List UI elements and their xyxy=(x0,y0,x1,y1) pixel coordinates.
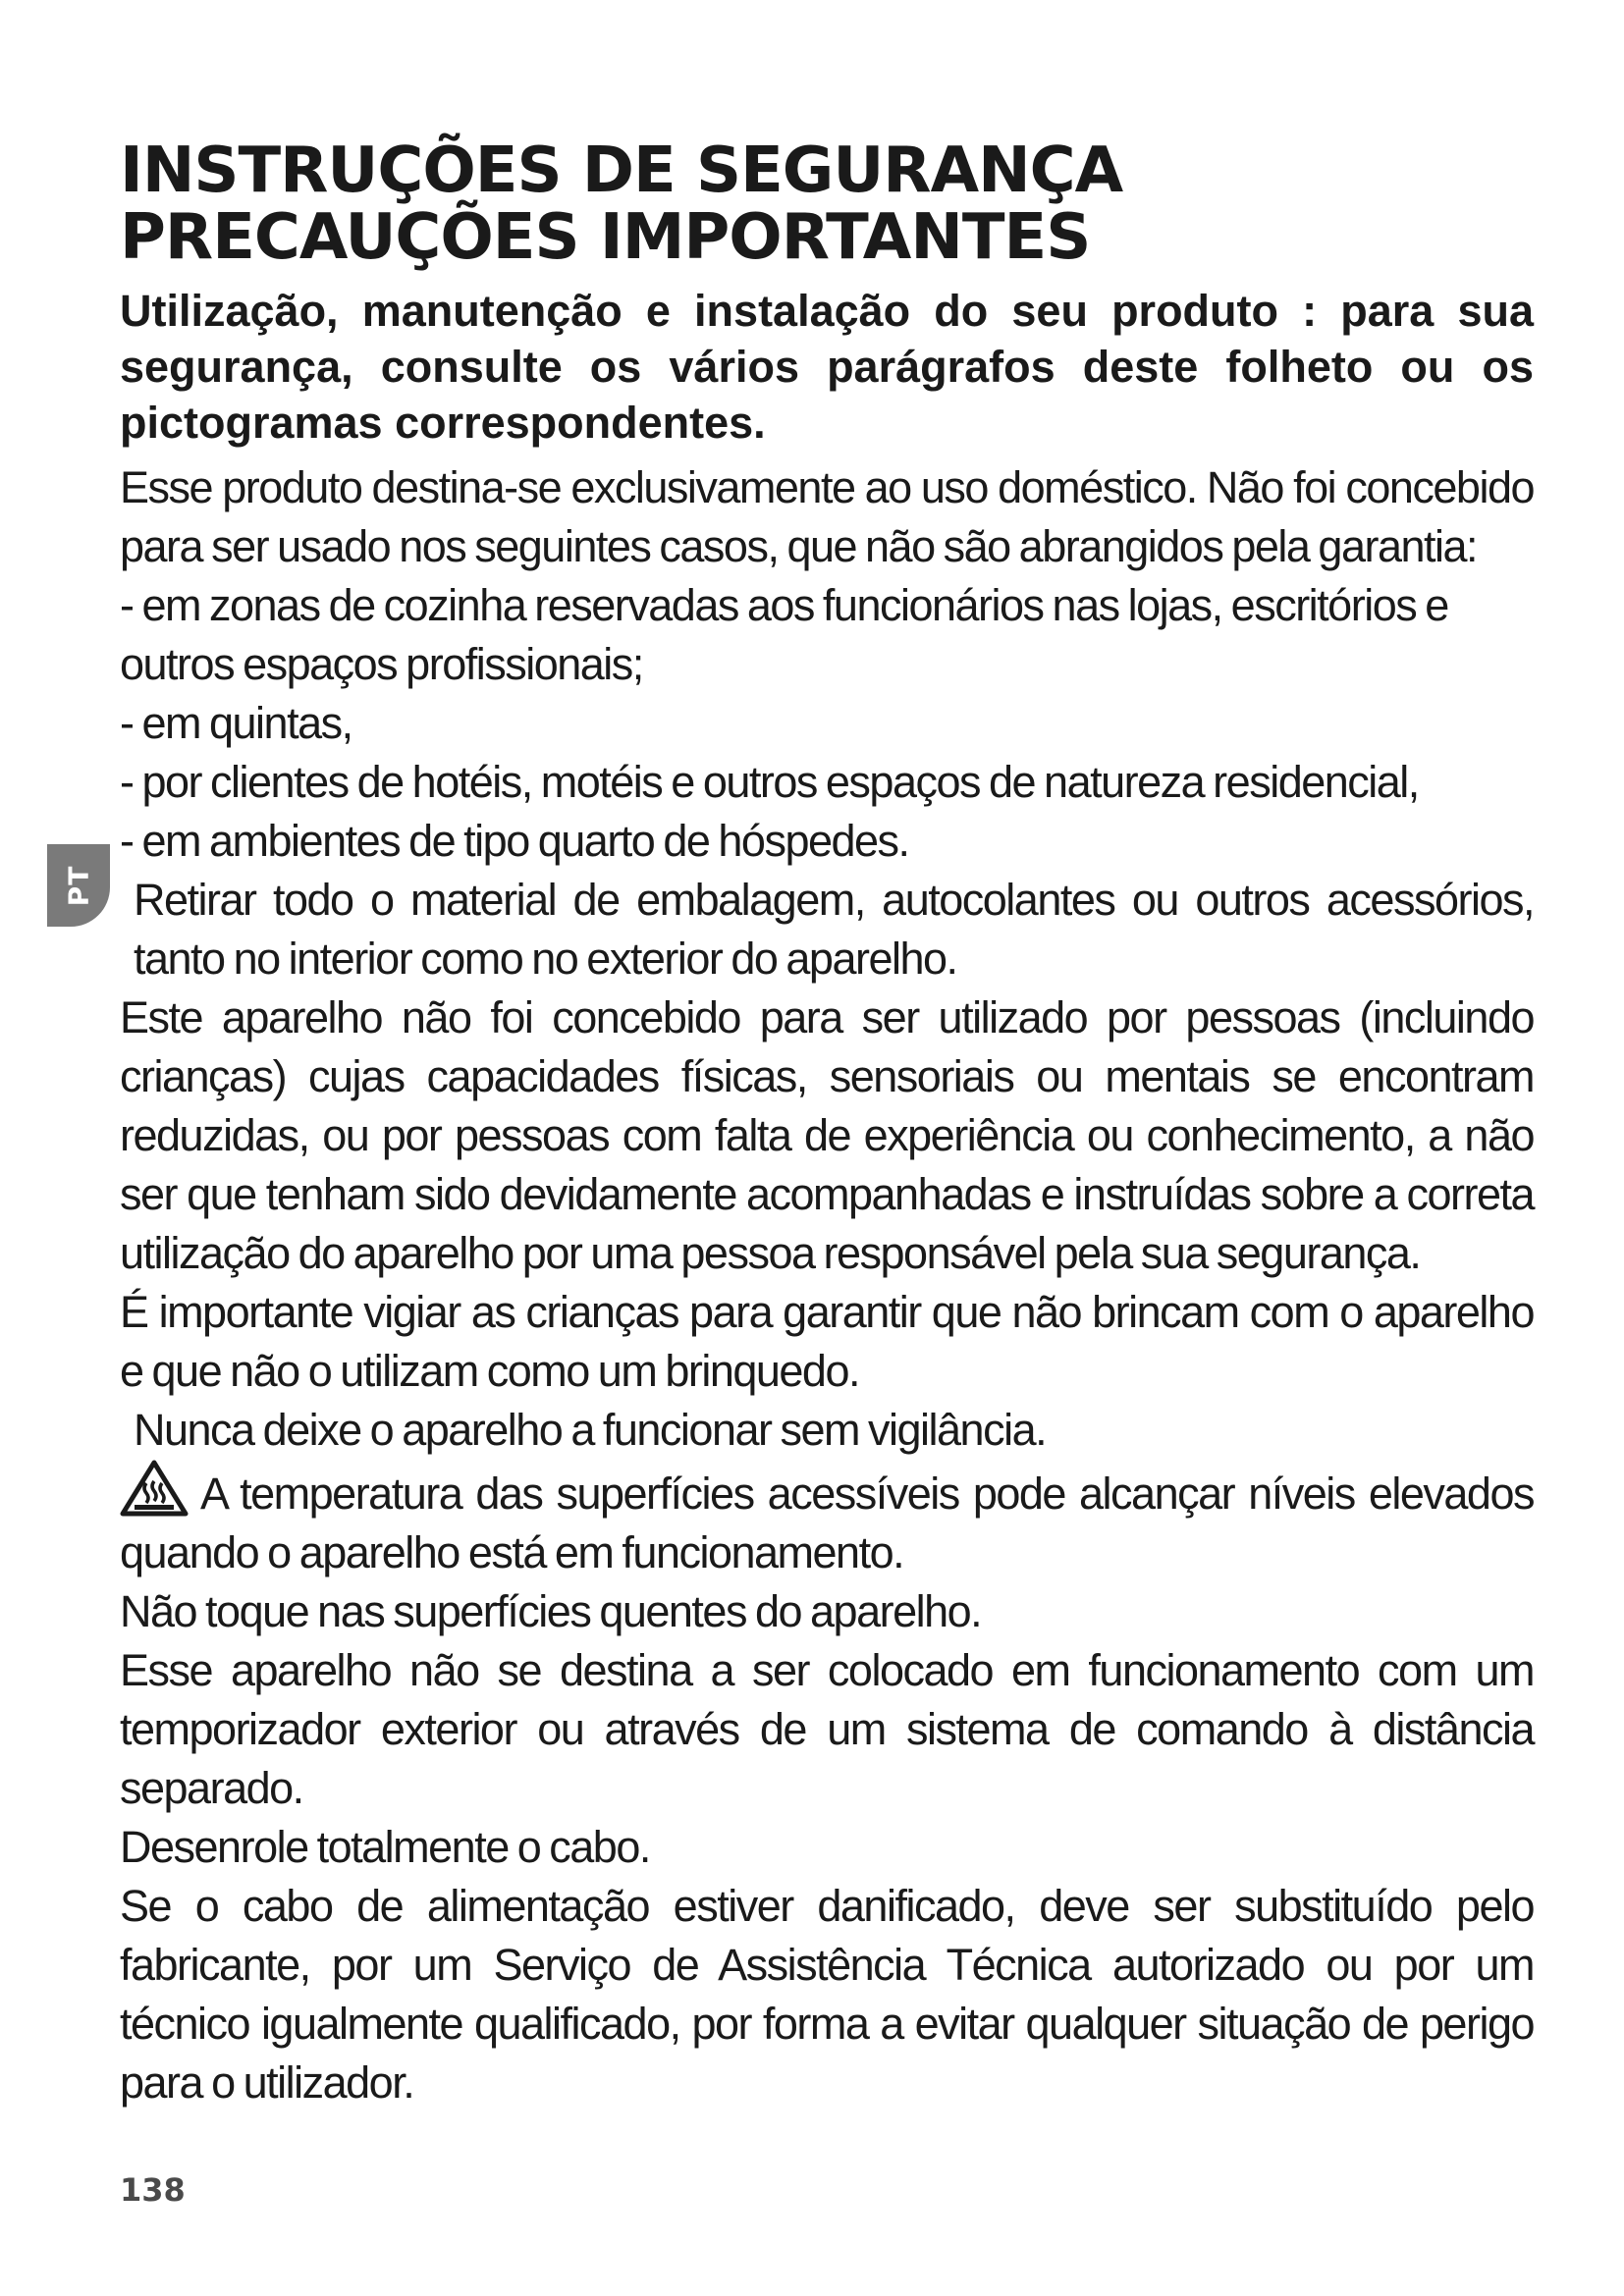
page-content xyxy=(120,134,1534,2112)
paragraph-children: É importante vigiar as crianças para garantir que não brincam com o aparelho e que não o utilizam como um brinquedo. xyxy=(120,1287,1534,1396)
language-tab-label: PT xyxy=(62,865,95,906)
paragraph-hot-surface xyxy=(120,1460,1534,1582)
list-item: - em quintas, xyxy=(120,698,352,748)
paragraph-persons: Este aparelho não foi concebido para ser utilizado por pessoas (incluindo crianças) cujas capacidades físicas, sensoriais ou mentais se encontram reduzidas, ou por pessoas com falta de experiência ou conhecimento, a não ser que tenham sido devidamente acompanhadas e instruídas sobre a correta utilização do aparelho por uma pessoa responsável pela sua segurança. xyxy=(120,992,1534,1278)
paragraph-no-touch: Não toque nas superfícies quentes do aparelho. xyxy=(120,1586,982,1636)
intro-text: Utilização, manutenção e instalação do seu produto : para sua segurança, consulte os vários parágrafos deste folheto ou os pictogramas correspondentes. xyxy=(120,286,1534,448)
list-item: - por clientes de hotéis, motéis e outros espaços de natureza residencial, xyxy=(120,757,1419,807)
list-item: - em zonas de cozinha reservadas aos funcionários nas lojas, escritórios e outros espaços profissionais; xyxy=(120,580,1448,689)
paragraph-timer: Esse aparelho não se destina a ser colocado em funcionamento com um temporizador exterior ou através de um sistema de comando à distância separado. xyxy=(120,1645,1534,1813)
page-title: INSTRUÇÕES DE SEGURANÇA PRECAUÇÕES IMPORTANTES xyxy=(120,134,1123,274)
page-number: 138 xyxy=(120,2171,186,2209)
hot-surface-warning-icon xyxy=(120,1460,189,1517)
paragraph-supervision: Nunca deixe o aparelho a funcionar sem vigilância. xyxy=(134,1405,1047,1455)
paragraph-damaged-cable: Se o cabo de alimentação estiver danificado, deve ser substituído pelo fabricante, por um Serviço de Assistência Técnica autorizado ou por um técnico igualmente qualificado, por forma a evitar qualquer situação de perigo para o utilizador. xyxy=(120,1881,1534,2108)
paragraph-unroll-cable: Desenrole totalmente o cabo. xyxy=(120,1822,650,1872)
list-item: - em ambientes de tipo quarto de hóspedes. xyxy=(120,816,909,866)
language-tab xyxy=(47,844,110,927)
paragraph-packaging: Retirar todo o material de embalagem, autocolantes ou outros acessórios, tanto no interior como no exterior do aparelho. xyxy=(134,875,1534,984)
hot-surface-text: A temperatura das superfícies acessíveis pode alcançar níveis elevados quando o aparelho está em funcionamento. xyxy=(120,1468,1534,1577)
paragraph-domestic-use: Esse produto destina-se exclusivamente ao uso doméstico. Não foi concebido para ser usado nos seguintes casos, que não são abrangidos pela garantia: xyxy=(120,462,1534,571)
body-text xyxy=(120,458,1534,2112)
